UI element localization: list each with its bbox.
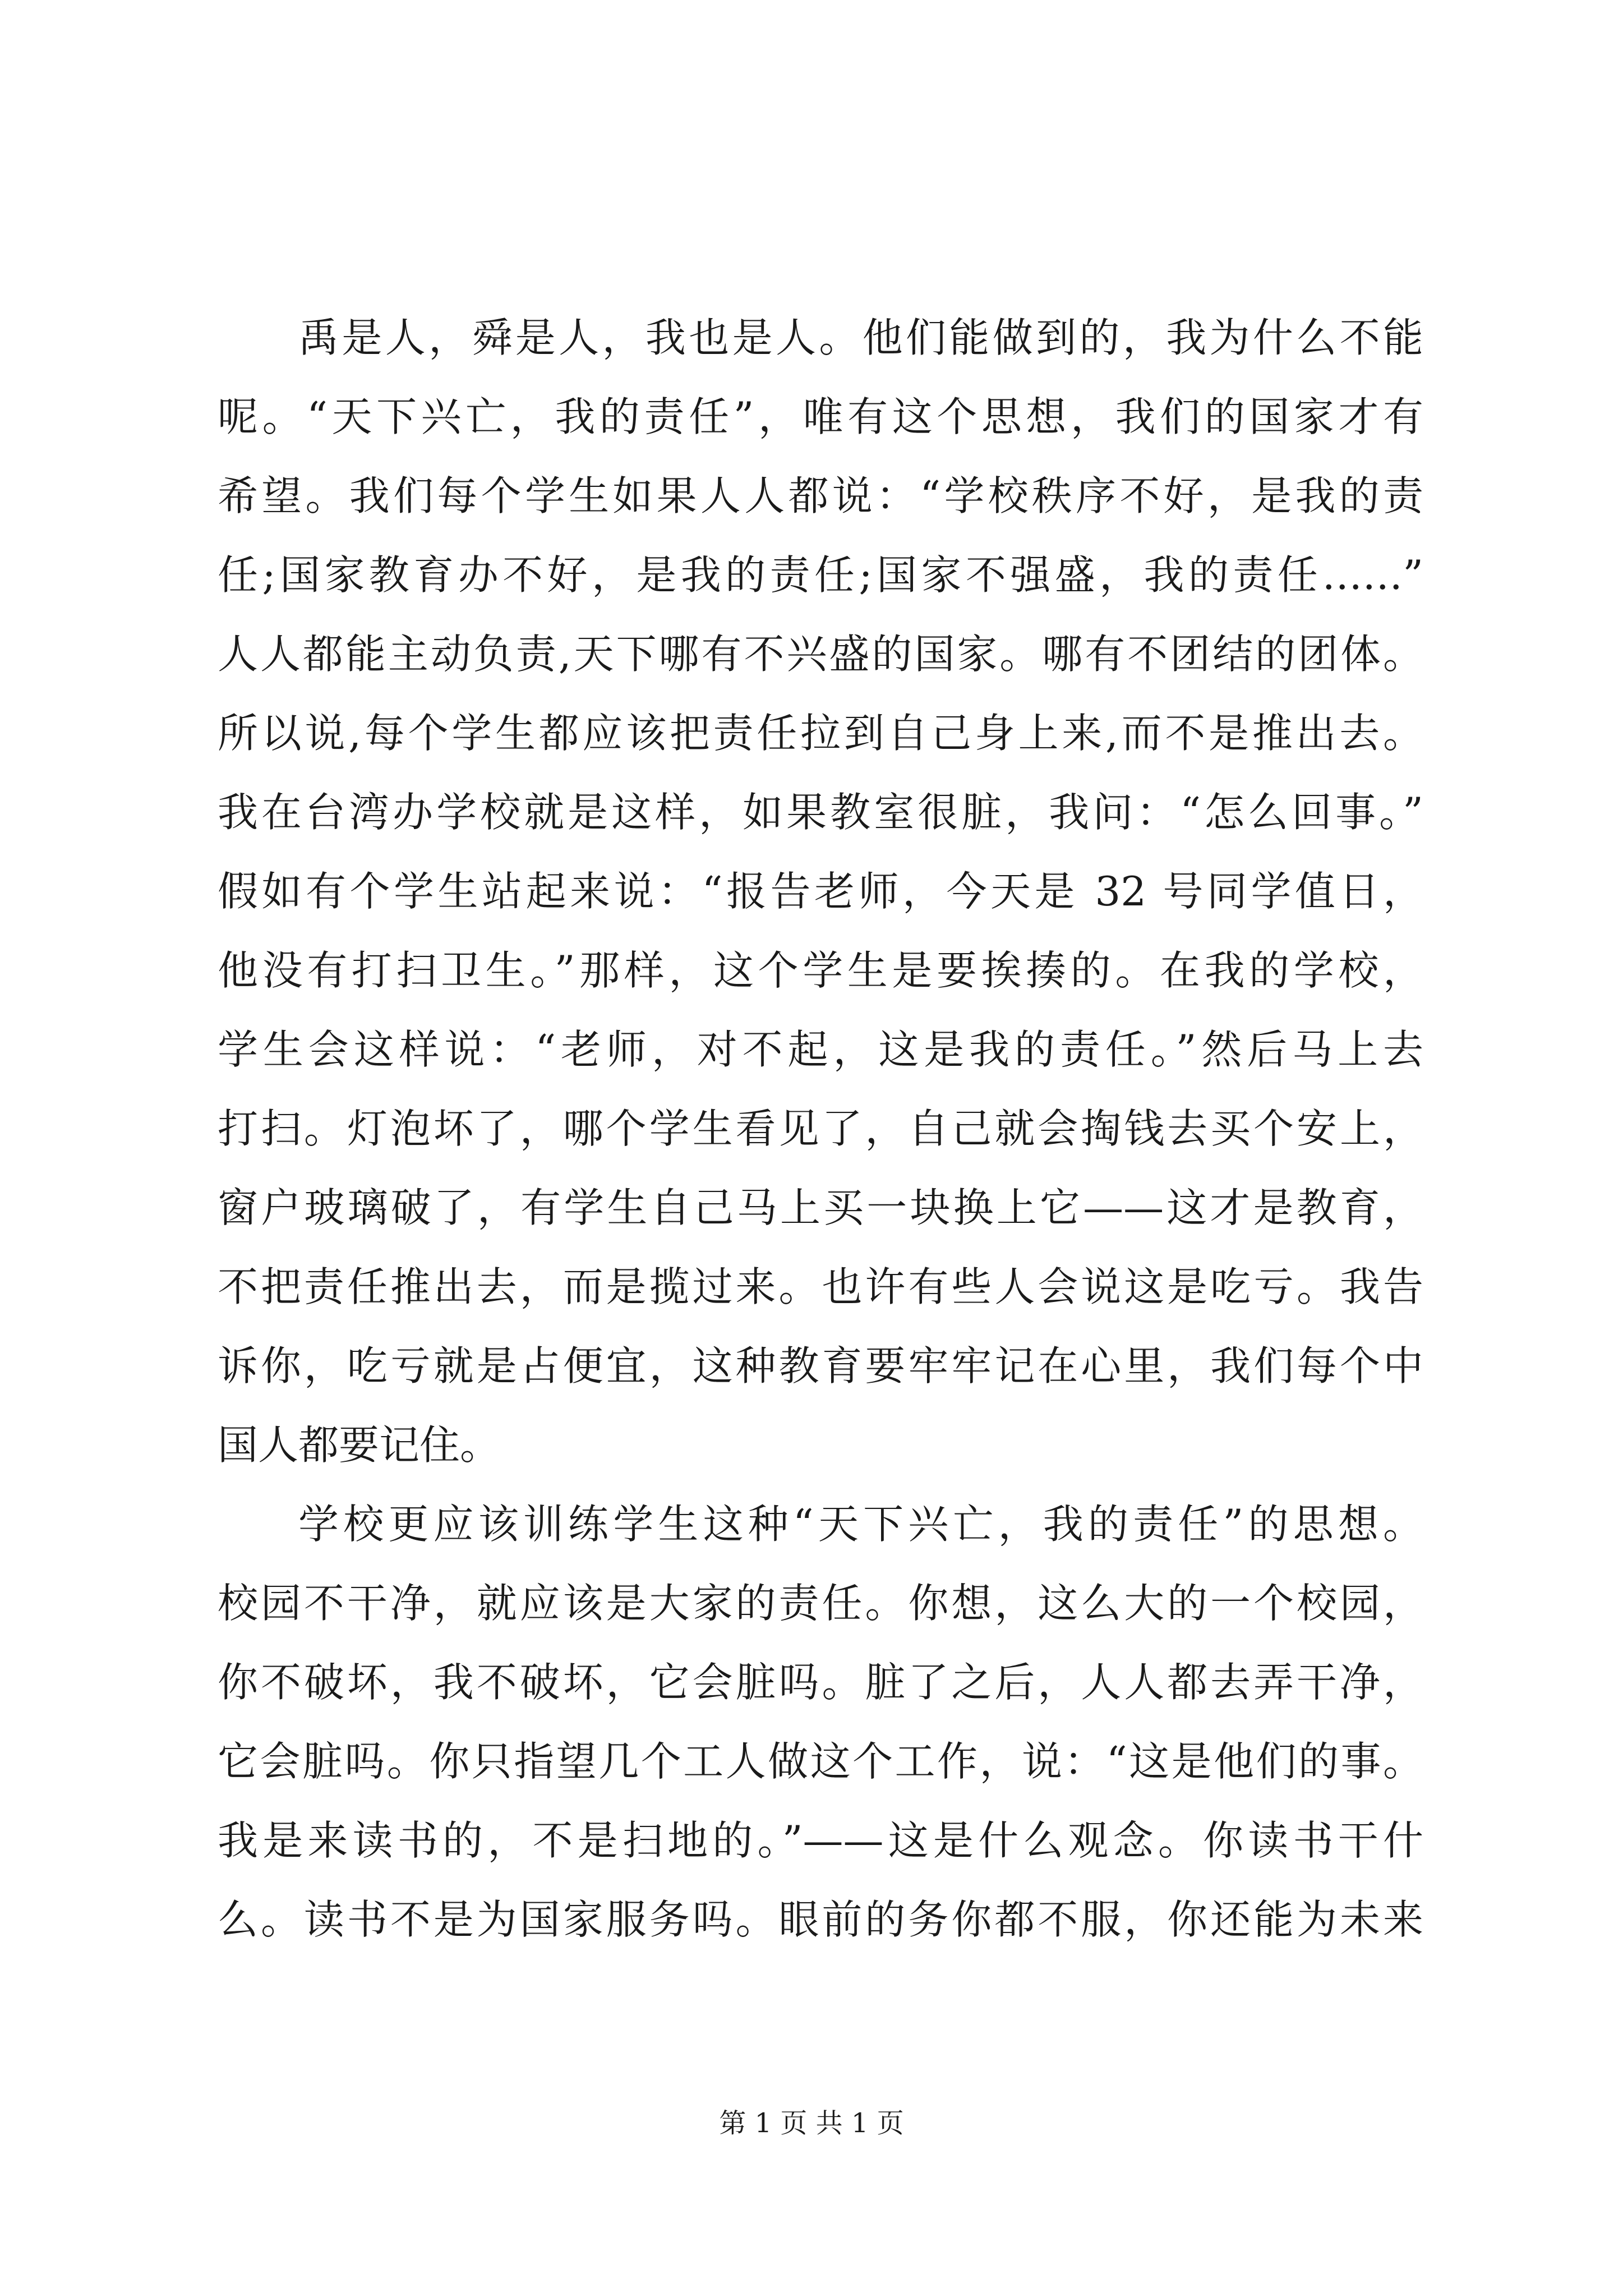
paragraph-1-line-15: 国人都要记住。 [218, 1421, 501, 1469]
paragraph-1-line-6: 所以说,每个学生都应该把责任拉到自己身上来,而不是推出去。 [218, 710, 1423, 757]
paragraph-1-line-9: 他没有打扫卫生。”那样，这个学生是要挨揍的。在我的学校， [218, 947, 1423, 994]
paragraph-2-line-5: 我是来读书的，不是扫地的。”——这是什么观念。你读书干什 [218, 1817, 1423, 1864]
paragraph-2-line-3: 你不破坏，我不破坏，它会脏吗。脏了之后，人人都去弄干净， [218, 1659, 1423, 1706]
paragraph-1-line-14: 诉你，吃亏就是占便宜，这种教育要牢牢记在心里，我们每个中 [218, 1342, 1423, 1389]
paragraph-2-line-2: 校园不干净，就应该是大家的责任。你想，这么大的一个校园， [218, 1580, 1423, 1627]
paragraph-1-line-11: 打扫。灯泡坏了，哪个学生看见了，自己就会掏钱去买个安上， [218, 1105, 1423, 1152]
paragraph-2-line-4: 它会脏吗。你只指望几个工人做这个工作，说：“这是他们的事。 [218, 1738, 1423, 1785]
paragraph-1-line-2: 呢。“天下兴亡，我的责任”，唯有这个思想，我们的国家才有 [218, 393, 1423, 440]
paragraph-1-line-10: 学生会这样说：“老师，对不起，这是我的责任。”然后马上去 [218, 1026, 1423, 1073]
page-footer [0, 2106, 1623, 2140]
paragraph-1-line-13: 不把责任推出去，而是揽过来。也许有些人会说这是吃亏。我告 [218, 1263, 1423, 1310]
paragraph-1-line-3: 希望。我们每个学生如果人人都说：“学校秩序不好，是我的责 [218, 472, 1423, 519]
paragraph-2-line-1: 学校更应该训练学生这种“天下兴亡，我的责任”的思想。 [298, 1501, 1423, 1548]
paragraph-1-line-8: 假如有个学生站起来说：“报告老师，今天是 32 号同学值日， [218, 868, 1423, 915]
paragraph-1-line-12: 窗户玻璃破了，有学生自己马上买一块换上它——这才是教育， [218, 1184, 1423, 1231]
paragraph-1-line-4: 任;国家教育办不好，是我的责任;国家不强盛，我的责任……” [218, 551, 1423, 599]
page-number-label: 第 1 页 共 1 页 [719, 2108, 904, 2139]
paragraph-1-line-7: 我在台湾办学校就是这样，如果教室很脏，我问：“怎么回事。” [218, 789, 1423, 836]
paragraph-2-line-6: 么。读书不是为国家服务吗。眼前的务你都不服，你还能为未来 [218, 1896, 1423, 1943]
paragraph-1-line-5: 人人都能主动负责,天下哪有不兴盛的国家。哪有不团结的团体。 [218, 631, 1423, 678]
paragraph-1-line-1: 禹是人，舜是人，我也是人。他们能做到的，我为什么不能 [298, 314, 1423, 361]
document-body [218, 298, 1423, 1959]
